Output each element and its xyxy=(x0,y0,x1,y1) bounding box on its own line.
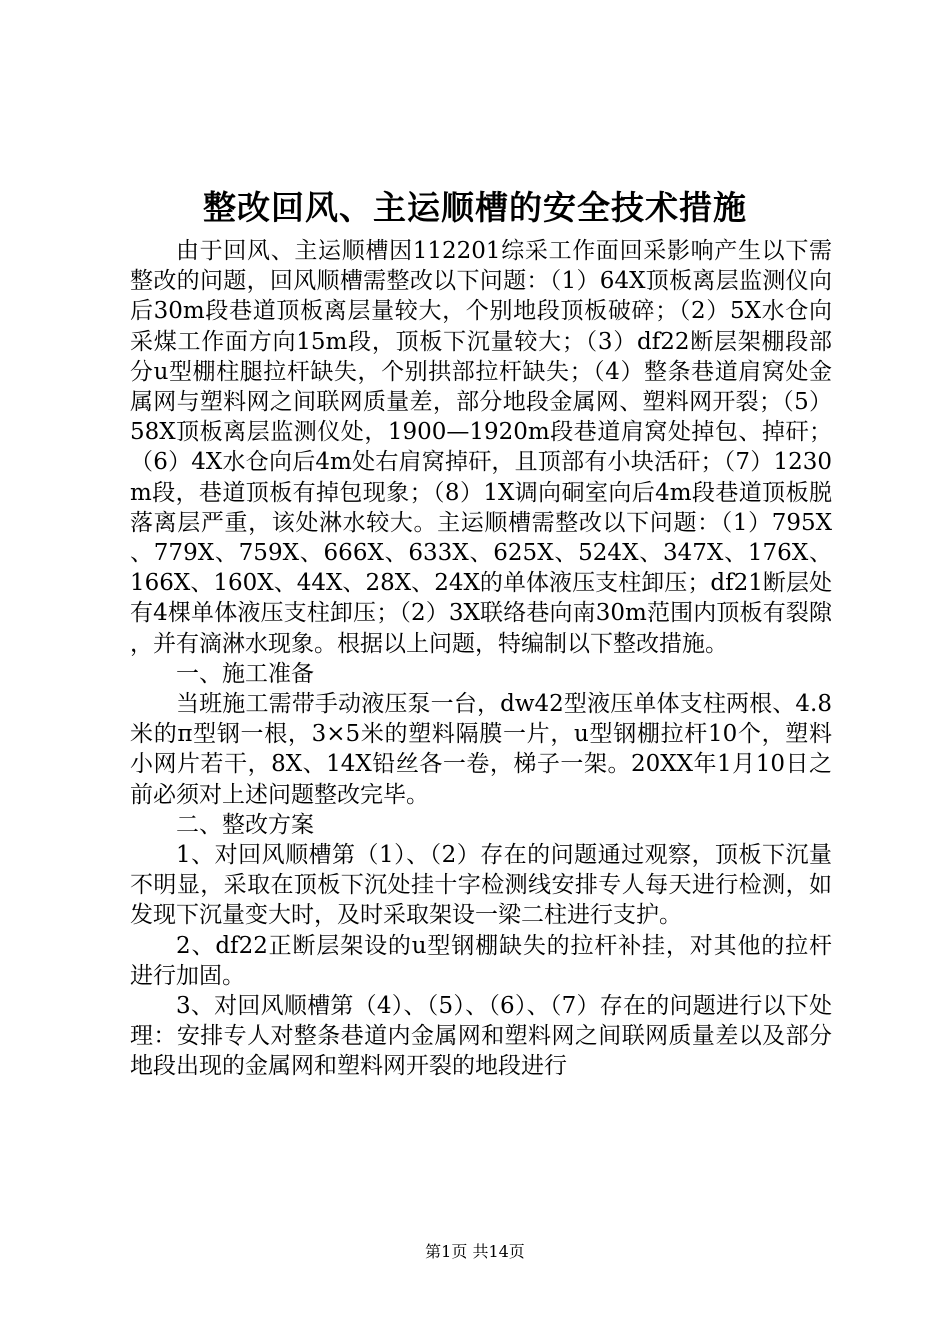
plan-item-3: 3、对回风顺槽第（4）、（5）、（6）、（7）存在的问题进行以下处理：安排专人对整条巷道内金属网和塑料网之间联网质量差以及部分地段出现的金属网和塑料网开裂的地段进行 xyxy=(130,993,832,1080)
section-heading-plan: 二、整改方案 xyxy=(176,811,314,838)
document-body xyxy=(130,236,832,1082)
document-title: 整改回风、主运顺槽的安全技术措施 xyxy=(203,188,747,227)
section-heading-preparation: 一、施工准备 xyxy=(176,660,314,687)
preparation-paragraph: 当班施工需带手动液压泵一台，dw42型液压单体支柱两根、4.8米的π型钢一根，3×5米的塑料隔膜一片，u型钢棚拉杆10个，塑料小网片若干，8X、14X铅丝各一卷，梯子一架。20XX年1月10日之前必须对上述问题整改完毕。 xyxy=(130,691,832,808)
plan-item-2: 2、df22正断层架设的u型钢棚缺失的拉杆补挂，对其他的拉杆进行加固。 xyxy=(130,932,832,989)
intro-paragraph: 由于回风、主运顺槽因112201综采工作面回采影响产生以下需整改的问题，回风顺槽需整改以下问题：（1）64X顶板离层监测仪向后30m段巷道顶板离层量较大，个别地段顶板破碎；（2）5X水仓向采煤工作面方向15m段，顶板下沉量较大；（3）df22断层架棚段部分u型棚柱腿拉杆缺失，个别拱部拉杆缺失；（4）整条巷道肩窝处金属网与塑料网之间联网质量差，部分地段金属网、塑料网开裂；（5）58X顶板离层监测仪处，1900—1920m段巷道肩窝处掉包、掉矸；（6）4X水仓向后4m处右肩窝掉矸，且顶部有小块活矸；（7）1230m段，巷道顶板有掉包现象；（8）1X调向硐室向后4m段巷道顶板脱落离层严重，该处淋水较大。主运顺槽需整改以下问题：（1）795X、779X、759X、666X、633X、625X、524X、347X、176X、166X、160X、44X、28X、24X的单体液压支柱卸压；df21断层处有4棵单体液压支柱卸压；（2）3X联络巷向南30m范围内顶板有裂隙，并有滴淋水现象。根据以上问题，特编制以下整改措施。 xyxy=(130,238,832,657)
page-footer: 第1页 共14页 xyxy=(425,1242,525,1261)
plan-item-1: 1、对回风顺槽第（1）、（2）存在的问题通过观察，顶板下沉量不明显，采取在顶板下沉处挂十字检测线安排专人每天进行检测，如发现下沉量变大时，及时采取架设一梁二柱进行支护。 xyxy=(130,842,832,929)
